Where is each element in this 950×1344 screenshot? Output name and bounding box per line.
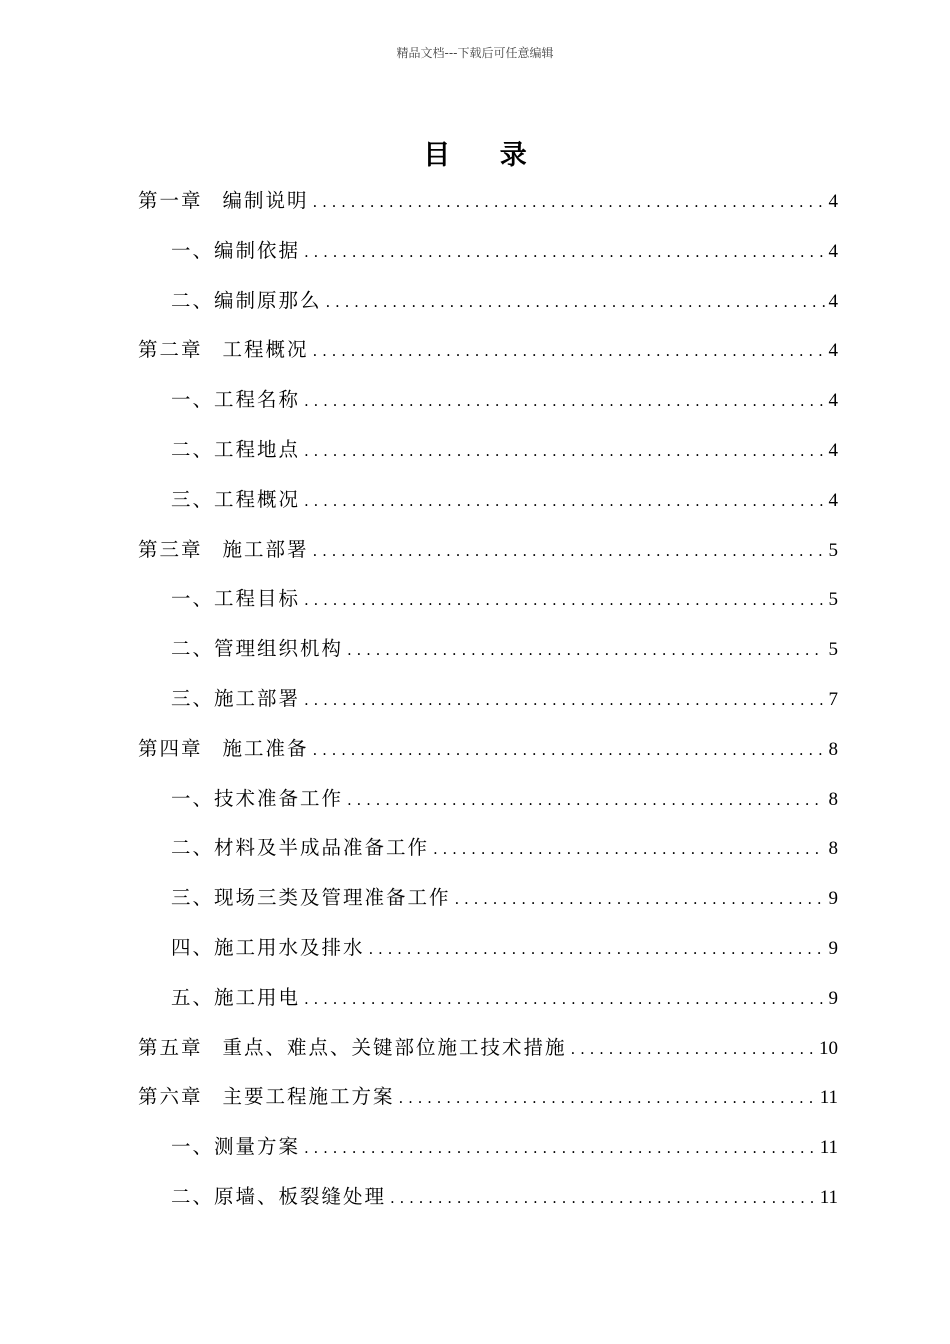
toc-page-number: 5 (828, 639, 838, 661)
toc-dot-leader (309, 527, 825, 577)
toc-entry-label (138, 325, 309, 375)
toc-entry-label (171, 973, 300, 1023)
toc-page-number: 4 (828, 191, 838, 212)
toc-entry-label (171, 425, 300, 475)
toc-entry-label (138, 724, 309, 774)
toc-entry-text: 施工准备 (222, 736, 309, 760)
toc-entry-text: 二、材料及半成品准备工作 (171, 836, 430, 860)
toc-page-number: 10 (819, 1037, 838, 1059)
toc-entry-text: 二、原墙、板裂缝处理 (171, 1184, 387, 1208)
toc-chapter-entry[interactable] (138, 525, 838, 575)
toc-page-number: 9 (828, 987, 838, 1009)
toc-entry-text: 一、工程目标 (171, 587, 301, 611)
toc-entry-text: 二、管理组织机构 (171, 637, 344, 661)
toc-page-number: 9 (828, 937, 838, 959)
toc-chapter-entry[interactable] (138, 1023, 838, 1073)
toc-dot-leader (343, 626, 824, 676)
toc-entry-text: 工程概况 (222, 338, 309, 362)
toc-section-entry[interactable] (171, 425, 838, 475)
toc-chapter-number: 第二章 (138, 338, 203, 362)
toc-entry-text: 主要工程施工方案 (222, 1085, 395, 1109)
toc-page-number: 5 (828, 589, 838, 611)
toc-section-entry[interactable] (171, 475, 838, 525)
toc-page-number: 9 (828, 888, 838, 910)
toc-page-number: 7 (828, 688, 838, 710)
toc-dot-leader (300, 228, 824, 278)
toc-chapter-entry[interactable] (138, 176, 838, 226)
toc-section-entry[interactable] (171, 823, 838, 873)
toc-entry-label (171, 276, 322, 326)
toc-entry-text: 三、施工部署 (171, 686, 301, 710)
toc-dot-leader (395, 1074, 816, 1124)
toc-section-entry[interactable] (171, 774, 838, 824)
toc-entry-label (171, 1172, 386, 1222)
page-header-watermark: 精品文档---下载后可任意编辑 (396, 46, 554, 60)
toc-dot-leader (365, 925, 825, 975)
toc-page-number: 5 (828, 539, 838, 561)
toc-page-number: 11 (819, 1186, 838, 1208)
toc-dot-leader (567, 1025, 815, 1075)
toc-section-entry[interactable] (171, 226, 838, 276)
toc-entry-text: 二、工程地点 (171, 437, 301, 461)
toc-entry-text: 四、施工用水及排水 (171, 935, 365, 959)
toc-entry-label (171, 475, 300, 525)
toc-chapter-number: 第一章 (138, 189, 203, 212)
toc-page-number: 11 (819, 1137, 838, 1159)
toc-page-number: 4 (828, 489, 838, 511)
toc-page-number: 11 (819, 1087, 838, 1109)
toc-section-entry[interactable] (171, 923, 838, 973)
toc-entry-text: 三、现场三类及管理准备工作 (171, 886, 451, 910)
toc-title: 目 录 (423, 140, 547, 171)
toc-entry-text: 五、施工用电 (171, 985, 301, 1009)
toc-dot-leader (309, 327, 825, 377)
toc-chapter-number: 第五章 (138, 1035, 203, 1059)
toc-dot-leader (300, 1124, 816, 1174)
toc-entry-label (171, 823, 429, 873)
toc-dot-leader (343, 776, 824, 826)
toc-entry-text: 重点、难点、关键部位施工技术措施 (222, 1035, 567, 1059)
toc-page-number: 8 (828, 838, 838, 860)
toc-entry-text: 三、工程概况 (171, 487, 301, 511)
toc-chapter-entry[interactable] (138, 1072, 838, 1122)
toc-entry-text: 二、编制原那么 (171, 288, 322, 312)
toc-page-number: 4 (828, 240, 838, 262)
toc-dot-leader (300, 377, 824, 427)
toc-chapter-number: 第六章 (138, 1085, 203, 1109)
toc-dot-leader (309, 726, 825, 776)
toc-page-number: 4 (828, 390, 838, 412)
toc-entry-label (171, 1122, 300, 1172)
toc-entry-label (171, 774, 343, 824)
toc-page-number: 4 (828, 439, 838, 461)
toc-chapter-number: 第四章 (138, 736, 203, 760)
toc-entry-label (138, 1072, 395, 1122)
toc-page-number: 8 (828, 788, 838, 810)
toc-chapter-entry[interactable] (138, 325, 838, 375)
toc-entry-text: 一、技术准备工作 (171, 786, 344, 810)
toc-page-number: 8 (828, 738, 838, 760)
toc-section-entry[interactable] (171, 674, 838, 724)
toc-entry-text: 一、工程名称 (171, 388, 301, 412)
toc-entry-text: 施工部署 (222, 537, 309, 561)
toc-section-entry[interactable] (171, 1172, 838, 1222)
toc-dot-leader (300, 676, 824, 726)
toc-page-number: 4 (828, 290, 838, 312)
toc-dot-leader (322, 278, 825, 328)
toc-section-entry[interactable] (171, 574, 838, 624)
toc-entry-text: 一、编制依据 (171, 238, 301, 262)
toc-dot-leader (309, 178, 825, 228)
toc-section-entry[interactable] (171, 873, 838, 923)
toc-dot-leader (451, 875, 825, 925)
toc-dot-leader (300, 477, 824, 527)
toc-dot-leader (300, 975, 824, 1025)
toc-section-entry[interactable] (171, 375, 838, 425)
toc-page-number: 4 (828, 340, 838, 362)
toc-entry-text: 编制说明 (222, 189, 309, 212)
toc-section-entry[interactable] (171, 973, 838, 1023)
toc-entry-label (138, 176, 309, 226)
toc-section-entry[interactable] (171, 624, 838, 674)
toc-dot-leader (386, 1174, 816, 1224)
toc-entry-label (171, 674, 300, 724)
toc-dot-leader (429, 825, 824, 875)
toc-entry-label (171, 873, 451, 923)
toc-entry-label (171, 375, 300, 425)
toc-chapter-number: 第三章 (138, 537, 203, 561)
toc-entry-text: 一、测量方案 (171, 1135, 301, 1159)
toc-entry-label (171, 574, 300, 624)
toc-section-entry[interactable] (171, 1122, 838, 1172)
toc-dot-leader (300, 427, 824, 477)
toc-section-entry[interactable] (171, 276, 838, 326)
toc-dot-leader (300, 576, 824, 626)
table-of-contents (0, 176, 950, 1222)
toc-entry-label (171, 226, 300, 276)
toc-entry-label (171, 624, 343, 674)
toc-chapter-entry[interactable] (138, 724, 838, 774)
toc-entry-label (138, 525, 309, 575)
toc-entry-label (138, 1023, 567, 1073)
toc-entry-label (171, 923, 365, 973)
